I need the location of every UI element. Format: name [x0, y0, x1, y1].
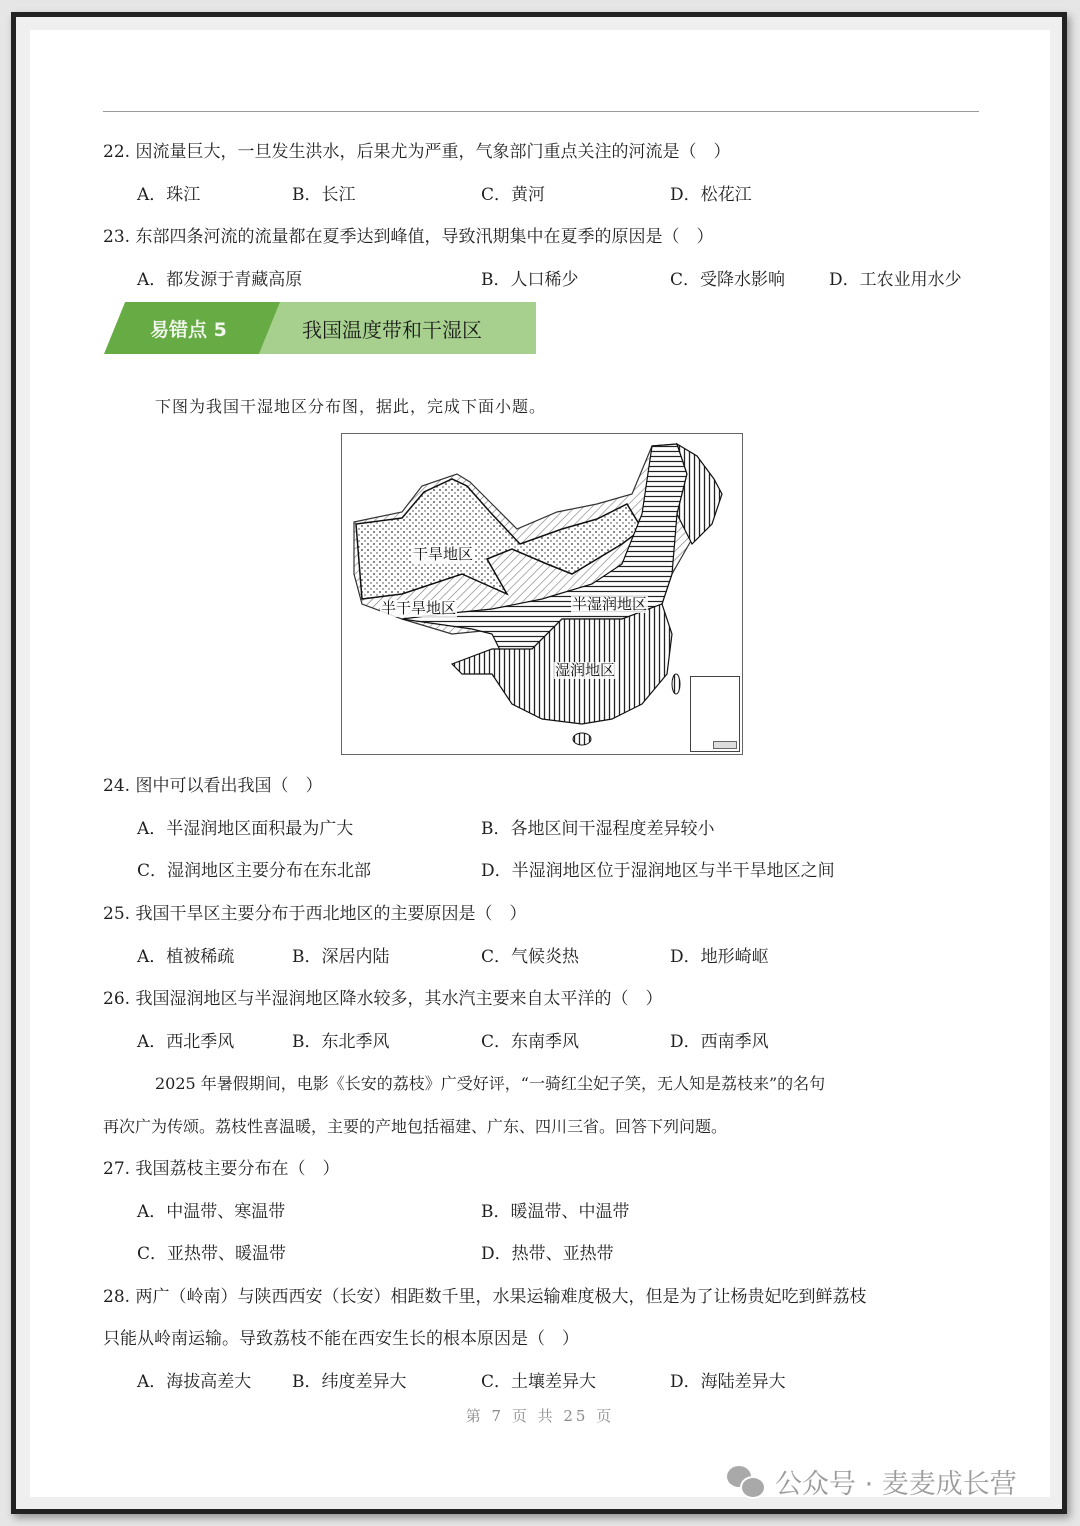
q24-option-d[interactable]: D．半湿润地区位于湿润地区与半干旱地区之间: [481, 861, 835, 881]
q27-option-d[interactable]: D．热带、亚热带: [481, 1244, 614, 1264]
q23-option-a[interactable]: A．都发源于青藏高原: [137, 270, 303, 290]
watermark-text: 公众号 · 麦麦成长营: [775, 1469, 1017, 1500]
question-23-stem: 23. 东部四条河流的流量都在夏季达到峰值，导致汛期集中在夏季的原因是（ ）: [103, 227, 714, 247]
question-25-stem: 25. 我国干旱区主要分布于西北地区的主要原因是（ ）: [103, 904, 527, 924]
inset-scale-badge: [713, 741, 737, 749]
q25-option-b[interactable]: B．深居内陆: [292, 947, 390, 967]
question-28-stem-line-1: 28. 两广（岭南）与陕西西安（长安）相距数千里，水果运输难度极大，但是为了让杨贵妃吃到鲜荔枝: [103, 1287, 867, 1307]
q22-option-c[interactable]: C．黄河: [481, 185, 546, 205]
q28-option-d[interactable]: D．海陆差异大: [670, 1372, 786, 1392]
q26-option-b[interactable]: B．东北季风: [292, 1032, 390, 1052]
q27-option-a[interactable]: A．中温带、寒温带: [137, 1202, 286, 1222]
q25-option-a[interactable]: A．植被稀疏: [137, 947, 235, 967]
passage-line-2: 再次广为传颂。荔枝性喜温暖，主要的产地包括福建、广东、四川三省。回答下列问题。: [103, 1117, 728, 1136]
label-arid-region: 干旱地区: [413, 545, 474, 563]
q28-option-a[interactable]: A．海拔高差大: [137, 1372, 252, 1392]
watermark: [727, 1462, 1017, 1501]
q24-option-b[interactable]: B．各地区间干湿程度差异较小: [481, 819, 715, 839]
q28-option-b[interactable]: B．纬度差异大: [292, 1372, 407, 1392]
q26-option-a[interactable]: A．西北季风: [137, 1032, 235, 1052]
question-26-stem: 26. 我国湿润地区与半湿润地区降水较多，其水汽主要来自太平洋的（ ）: [103, 989, 663, 1009]
question-24-stem: 24. 图中可以看出我国（ ）: [103, 776, 323, 796]
q28-option-c[interactable]: C．土壤差异大: [481, 1372, 597, 1392]
q27-option-c[interactable]: C．亚热带、暖温带: [137, 1244, 287, 1264]
section-title: 我国温度带和干湿区: [302, 318, 482, 342]
q22-option-a[interactable]: A．珠江: [137, 185, 201, 205]
section-tag: 易错点 5: [150, 319, 227, 341]
document-page: [30, 30, 1050, 1497]
q25-option-d[interactable]: D．地形崎岖: [670, 947, 769, 967]
q24-option-a[interactable]: A．半湿润地区面积最为广大: [137, 819, 354, 839]
china-map-illustration: [342, 434, 742, 754]
question-22-stem: 22. 因流量巨大，一旦发生洪水，后果尤为严重，气象部门重点关注的河流是（ ）: [103, 142, 731, 162]
label-semi-arid-region: 半干旱地区: [381, 599, 457, 617]
south-china-sea-inset: [690, 676, 740, 752]
wechat-icon: [727, 1466, 767, 1498]
q24-option-c[interactable]: C．湿润地区主要分布在东北部: [137, 861, 372, 881]
q25-option-c[interactable]: C．气候炎热: [481, 947, 580, 967]
question-28-stem-line-2: 只能从岭南运输。导致荔枝不能在西安生长的根本原因是（ ）: [103, 1329, 579, 1349]
section-banner: [104, 302, 536, 354]
q26-option-c[interactable]: C．东南季风: [481, 1032, 580, 1052]
q23-option-b[interactable]: B．人口稀少: [481, 270, 579, 290]
q27-option-b[interactable]: B．暖温带、中温带: [481, 1202, 630, 1222]
dry-wet-region-map: [341, 433, 743, 755]
q26-option-d[interactable]: D．西南季风: [670, 1032, 769, 1052]
map-intro: 下图为我国干湿地区分布图，据此，完成下面小题。: [155, 397, 547, 416]
label-humid-region: 湿润地区: [555, 661, 616, 679]
page-number: 第 7 页 共 25 页: [465, 1407, 615, 1425]
label-semi-humid-region: 半湿润地区: [572, 595, 648, 613]
q22-option-d[interactable]: D．松花江: [670, 185, 752, 205]
q23-option-c[interactable]: C．受降水影响: [670, 270, 786, 290]
q22-option-b[interactable]: B．长江: [292, 185, 356, 205]
passage-line-1: 2025 年暑假期间，电影《长安的荔枝》广受好评，“一骑红尘妃子笑，无人知是荔枝来”的名句: [155, 1074, 826, 1093]
question-27-stem: 27. 我国荔枝主要分布在（ ）: [103, 1159, 340, 1179]
header-rule: [103, 111, 979, 112]
q23-option-d[interactable]: D．工农业用水少: [829, 270, 962, 290]
